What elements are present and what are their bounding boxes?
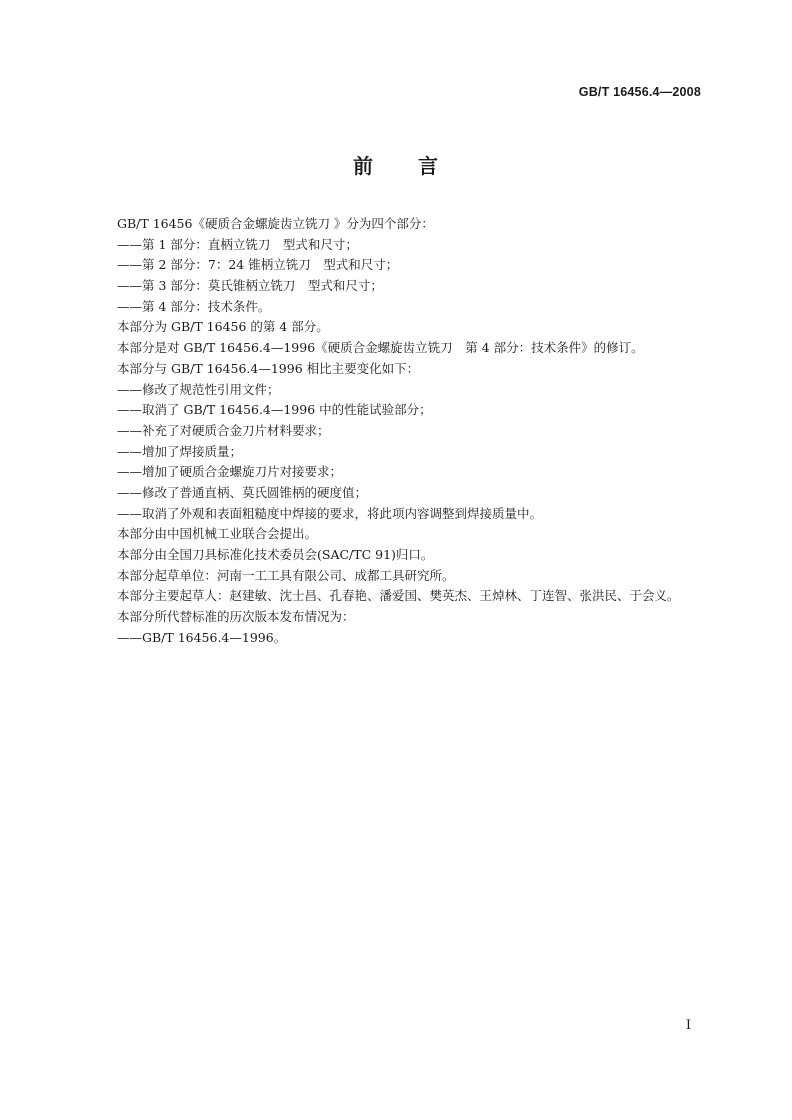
foreword-line: 本部分与 GB/T 16456.4—1996 相比主要变化如下：	[117, 360, 420, 376]
page-title-char-2: 言	[418, 154, 439, 178]
foreword-line: 本部分所代替标准的历次版本发布情况为：	[117, 609, 355, 625]
foreword-line: ——第 2 部分：7：24 锥柄立铣刀 型式和尺寸；	[117, 257, 399, 273]
foreword-line: ——第 1 部分：直柄立铣刀 型式和尺寸；	[117, 236, 358, 252]
foreword-line: ——增加了焊接质量；	[117, 443, 243, 459]
foreword-line: ——补充了对硬质合金刀片材料要求；	[117, 422, 330, 438]
foreword-line: 本部分是对 GB/T 16456.4—1996《硬质合金螺旋齿立铣刀 第 4 部分：技术条件》的修订。	[117, 340, 644, 356]
foreword-line: ——取消了外观和表面粗糙度中焊接的要求，将此项内容调整到焊接质量中。	[117, 505, 543, 521]
foreword-line: ——第 4 部分：技术条件。	[117, 298, 271, 314]
foreword-line: ——取消了 GB/T 16456.4—1996 中的性能试验部分；	[117, 402, 432, 418]
foreword-line: 本部分起草单位：河南一工工具有限公司、成都工具研究所。	[117, 567, 455, 583]
foreword-line: 本部分由全国刀具标准化技术委员会(SAC/TC 91)归口。	[117, 547, 434, 562]
foreword-line: GB/T 16456《硬质合金螺旋齿立铣刀 》分为四个部分：	[117, 216, 434, 231]
standard-code: GB/T 16456.4—2008	[578, 85, 701, 99]
foreword-line: ——增加了硬质合金螺旋刀片对接要求；	[117, 464, 343, 480]
page-title-char-1: 前	[353, 154, 374, 178]
foreword-body	[117, 214, 717, 648]
foreword-line: 本部分由中国机械工业联合会提出。	[117, 526, 318, 542]
foreword-line: 本部分主要起草人：赵建敏、沈士昌、孔春艳、潘爱国、樊英杰、王焯林、丁连智、张洪民、于会义。	[117, 588, 680, 604]
foreword-line: ——修改了普通直柄、莫氏圆锥柄的硬度值；	[117, 484, 368, 500]
foreword-line: ——第 3 部分：莫氏锥柄立铣刀 型式和尺寸；	[117, 278, 383, 294]
page-number: I	[685, 1018, 691, 1033]
foreword-line: ——修改了规范性引用文件；	[117, 381, 280, 397]
page-title	[0, 150, 792, 179]
foreword-line: 本部分为 GB/T 16456 的第 4 部分。	[117, 319, 329, 335]
foreword-line: ——GB/T 16456.4—1996。	[117, 629, 287, 645]
